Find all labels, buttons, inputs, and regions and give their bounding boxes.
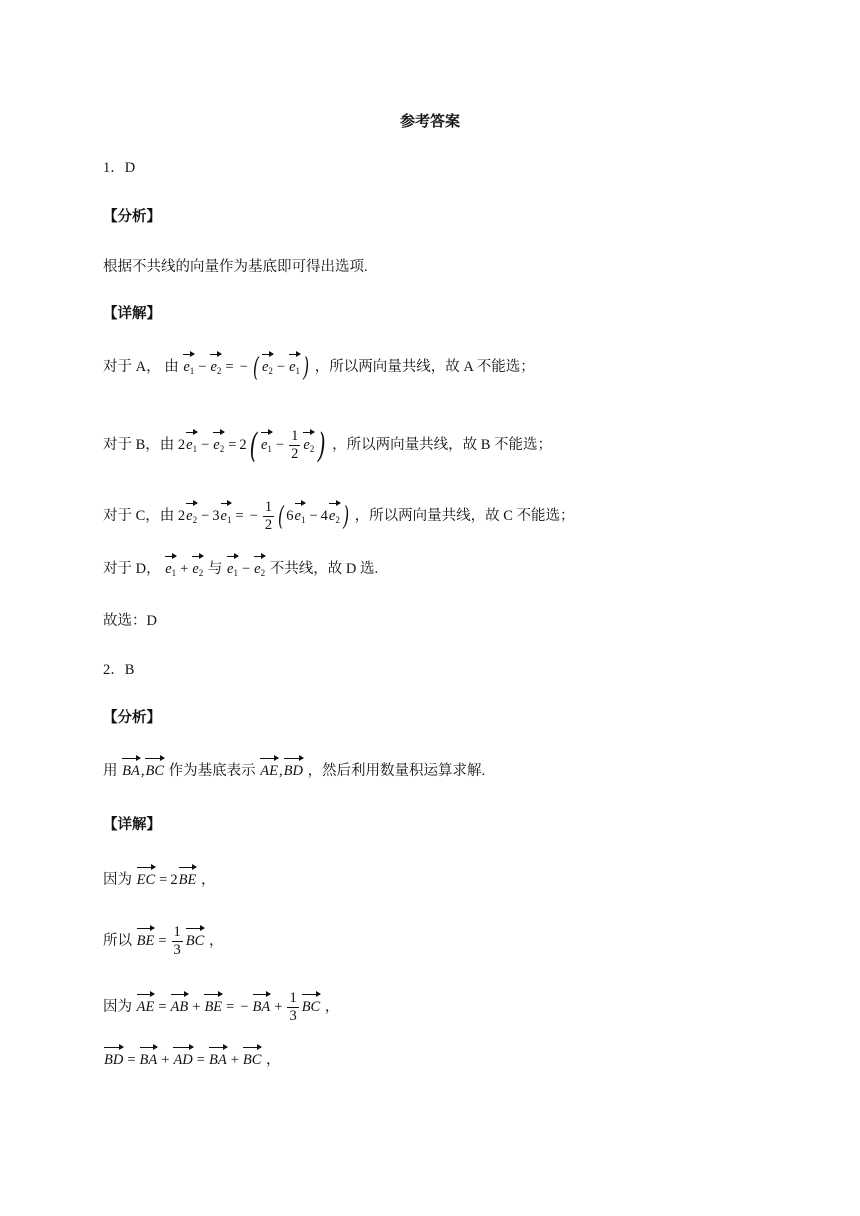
step-2-suffix: ， <box>208 932 224 949</box>
option-b-formula: $2e_1 - e_2 = 2$( $e_1$ − $\frac{1}{2}$ $e_2$ ) <box>177 425 326 466</box>
option-d-suffix: 不共线，故 D 选. <box>269 561 379 577</box>
q2-step-2 <box>103 924 223 959</box>
option-d-prefix: 对于 D， <box>103 561 161 577</box>
target-vectors: AE,BD <box>260 763 303 779</box>
analysis-prefix: 用 <box>103 763 118 779</box>
q1-option-a <box>103 352 535 383</box>
option-c-formula: $2e_2 - 3e_1$ = − $\frac{1}{2}$ ( $6e_1 - 4e_2$ ) <box>177 499 349 533</box>
q2-step-1 <box>103 870 215 890</box>
basis-vectors: BA,BC <box>122 763 164 779</box>
option-a-prefix: 对于 A， 由 <box>103 359 179 375</box>
step-1-formula: EC = 2BE <box>136 872 197 888</box>
q1-conclusion: 故选：D <box>103 613 157 629</box>
option-a-formula: $e_1 - e_2$ = − ( $e_2 - e_1$ ) <box>183 352 310 383</box>
step-1-suffix: ， <box>200 872 216 888</box>
step-2-prefix: 所以 <box>103 932 132 949</box>
analysis-suffix: ，然后利用数量积运算求解. <box>307 763 486 779</box>
option-a-suffix: ，所以两向量共线，故 A 不能选； <box>314 359 535 375</box>
q1-detail-label: 【详解】 <box>103 306 161 322</box>
analysis-mid: 作为基底表示 <box>168 763 256 779</box>
q2-step-4 <box>103 1050 281 1070</box>
option-c-prefix: 对于 C，由 <box>103 507 175 524</box>
option-d-formula-1: $e_1 + e_2$ <box>164 561 204 577</box>
option-c-suffix: ，所以两向量共线，故 C 不能选； <box>354 507 575 524</box>
step-4-formula: BD = BA + AD = BA + BC <box>104 1052 262 1068</box>
q2-detail-label: 【详解】 <box>103 817 161 833</box>
step-4-suffix: ， <box>266 1052 281 1068</box>
page-title: 参考答案 <box>399 114 460 130</box>
q2-step-3 <box>103 990 339 1025</box>
option-b-suffix: ，所以两向量共线，故 B 不能选； <box>332 436 553 453</box>
q2-analysis-text <box>103 761 485 781</box>
step-1-prefix: 因为 <box>103 872 132 888</box>
option-d-mid: 与 <box>207 561 223 577</box>
option-d-formula-2: $e_1 - e_2$ <box>226 561 266 577</box>
q1-option-d <box>103 559 378 583</box>
q1-option-b <box>103 425 553 466</box>
q1-answer: 1．D <box>103 160 136 176</box>
option-b-prefix: 对于 B，由 <box>103 436 175 453</box>
q2-analysis-label: 【分析】 <box>103 710 161 726</box>
q1-option-c <box>103 499 575 534</box>
step-2-formula: BE = $\frac{1}{3}$ BC <box>136 924 205 958</box>
step-3-formula: AE = AB + BE = − BA + $\frac{1}{3}$ BC <box>136 990 321 1024</box>
q1-analysis-label: 【分析】 <box>103 209 161 225</box>
q2-answer: 2．B <box>103 662 135 678</box>
q1-analysis-text: 根据不共线的向量作为基底即可得出选项. <box>103 259 368 275</box>
step-3-prefix: 因为 <box>103 998 132 1015</box>
step-3-suffix: ， <box>324 998 340 1015</box>
